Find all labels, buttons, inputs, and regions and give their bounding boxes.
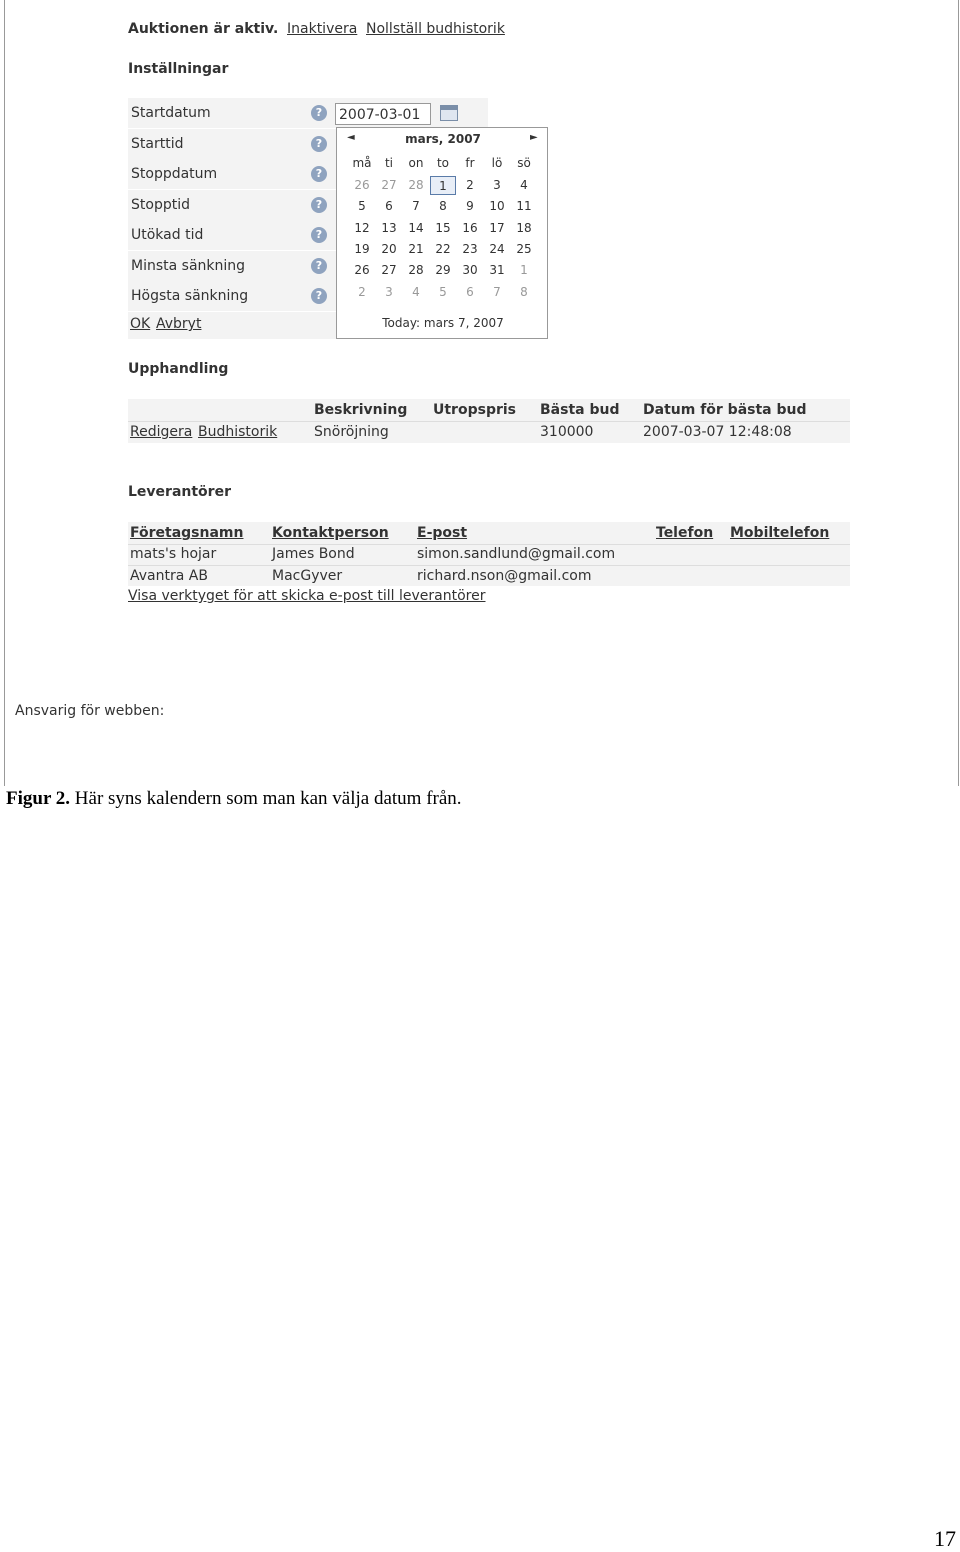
figure-caption <box>6 788 462 810</box>
prev-month-arrow-icon[interactable]: ◄ <box>347 132 355 143</box>
figure-caption-text: Här syns kalendern som man kan välja datum från. <box>74 788 462 809</box>
calendar-day[interactable]: 27 <box>381 263 397 278</box>
help-icon[interactable]: ? <box>311 288 327 304</box>
email-tool-link[interactable]: Visa verktyget för att skicka e-post till leverantörer <box>128 588 486 604</box>
calendar-day[interactable]: 1 <box>520 263 528 278</box>
calendar-day[interactable]: 20 <box>381 241 397 256</box>
col-best-bid-date: Datum för bästa bud <box>643 402 807 418</box>
settings-row-label: Stopptid <box>131 196 190 213</box>
help-icon[interactable]: ? <box>311 258 327 274</box>
calendar-day[interactable]: 9 <box>466 199 474 214</box>
col-contact-person[interactable]: Kontaktperson <box>272 525 389 541</box>
help-icon[interactable]: ? <box>311 197 327 213</box>
calendar-day[interactable]: 26 <box>354 178 370 192</box>
supplier-company: mats's hojar <box>130 546 217 562</box>
settings-row-label: Minsta sänkning <box>131 257 246 274</box>
calendar-day[interactable]: 24 <box>489 241 505 256</box>
help-icon[interactable]: ? <box>311 166 327 182</box>
calendar-day[interactable]: 3 <box>385 284 393 299</box>
cancel-link[interactable]: Avbryt <box>156 316 202 332</box>
col-email[interactable]: E-post <box>417 525 468 541</box>
calendar-day[interactable]: 4 <box>520 178 528 192</box>
procurement-best-bid: 310000 <box>540 424 594 440</box>
bid-history-link[interactable]: Budhistorik <box>198 424 278 440</box>
edit-link[interactable]: Redigera <box>130 424 193 440</box>
calendar-day[interactable]: 15 <box>435 220 451 235</box>
supplier-contact: MacGyver <box>272 568 343 584</box>
calendar-icon[interactable] <box>440 105 458 121</box>
calendar-day[interactable]: 18 <box>516 220 532 235</box>
weekday-label: sö <box>517 156 531 170</box>
weekday-label: fr <box>465 156 475 170</box>
settings-row <box>128 98 488 129</box>
web-responsible-label: Ansvarig för webben: <box>15 703 165 719</box>
col-phone[interactable]: Telefon <box>656 525 714 541</box>
calendar-popup <box>336 127 548 339</box>
settings-row-label: Startdatum <box>131 105 211 121</box>
weekday-label: ti <box>384 156 394 170</box>
calendar-day[interactable]: 16 <box>462 220 478 235</box>
calendar-day[interactable]: 26 <box>354 263 370 278</box>
procurement-heading: Upphandling <box>128 361 229 377</box>
col-mobile[interactable]: Mobiltelefon <box>730 525 830 541</box>
settings-row-label: Högsta sänkning <box>131 288 249 304</box>
col-description: Beskrivning <box>314 402 408 418</box>
calendar-day[interactable]: 28 <box>408 178 424 192</box>
calendar-day[interactable]: 13 <box>381 220 397 235</box>
screenshot-frame <box>4 0 959 786</box>
calendar-day[interactable]: 7 <box>412 199 420 214</box>
calendar-day[interactable]: 2 <box>358 284 366 299</box>
calendar-day[interactable]: 29 <box>435 263 451 278</box>
calendar-day[interactable]: 8 <box>439 199 447 214</box>
supplier-company: Avantra AB <box>130 568 208 584</box>
supplier-contact: James Bond <box>272 546 355 562</box>
procurement-description: Snöröjning <box>314 424 389 440</box>
help-icon[interactable]: ? <box>311 136 327 152</box>
calendar-month-label: mars, 2007 <box>405 132 481 146</box>
calendar-day[interactable]: 1 <box>430 176 456 195</box>
page-number: 17 <box>934 1526 956 1551</box>
col-best-bid: Bästa bud <box>540 402 620 418</box>
start-date-input[interactable]: 2007-03-01 <box>335 103 431 125</box>
help-icon[interactable]: ? <box>311 105 327 121</box>
weekday-label: må <box>352 156 372 170</box>
calendar-day[interactable]: 6 <box>385 199 393 214</box>
settings-row-label: Stoppdatum <box>131 166 218 182</box>
calendar-day[interactable]: 25 <box>516 241 532 256</box>
calendar-day[interactable]: 2 <box>466 178 474 192</box>
calendar-day[interactable]: 31 <box>489 263 505 278</box>
procurement-best-bid-date: 2007-03-07 12:48:08 <box>643 424 792 440</box>
calendar-day[interactable]: 7 <box>493 284 501 299</box>
calendar-day[interactable]: 6 <box>466 284 474 299</box>
calendar-day[interactable]: 22 <box>435 241 451 256</box>
calendar-day[interactable]: 28 <box>408 263 424 278</box>
calendar-day[interactable]: 23 <box>462 241 478 256</box>
figure-label: Figur 2. <box>6 788 71 809</box>
weekday-label: on <box>408 156 424 170</box>
supplier-email: richard.nson@gmail.com <box>417 568 592 584</box>
calendar-day[interactable]: 8 <box>520 284 528 299</box>
settings-row-label: Starttid <box>131 135 184 152</box>
weekday-label: lö <box>491 156 503 170</box>
calendar-day[interactable]: 10 <box>489 199 505 214</box>
next-month-arrow-icon[interactable]: ► <box>530 132 538 143</box>
calendar-day[interactable]: 19 <box>354 241 370 256</box>
calendar-day[interactable]: 17 <box>489 220 505 235</box>
calendar-day[interactable]: 27 <box>381 178 397 192</box>
help-icon[interactable]: ? <box>311 227 327 243</box>
calendar-day[interactable]: 30 <box>462 263 478 278</box>
calendar-today-label[interactable]: Today: mars 7, 2007 <box>382 316 504 330</box>
calendar-day[interactable]: 5 <box>358 199 366 214</box>
calendar-day[interactable]: 21 <box>408 241 424 256</box>
settings-heading: Inställningar <box>128 61 229 77</box>
supplier-email: simon.sandlund@gmail.com <box>417 546 616 562</box>
reset-bid-history-link[interactable]: Nollställ budhistorik <box>366 21 505 37</box>
suppliers-heading: Leverantörer <box>128 484 231 500</box>
col-start-price: Utropspris <box>433 402 516 418</box>
calendar-day[interactable]: 4 <box>412 284 420 299</box>
calendar-day[interactable]: 14 <box>408 220 424 235</box>
ok-link[interactable]: OK <box>130 316 151 332</box>
auction-status-text: Auktionen är aktiv. <box>128 21 279 37</box>
weekday-label: to <box>436 156 450 170</box>
col-company-name[interactable]: Företagsnamn <box>130 525 244 541</box>
settings-row-label: Utökad tid <box>131 227 204 243</box>
calendar-day[interactable]: 11 <box>516 199 532 214</box>
deactivate-link[interactable]: Inaktivera <box>287 21 358 37</box>
calendar-day[interactable]: 12 <box>354 220 370 235</box>
calendar-day[interactable]: 5 <box>439 284 447 299</box>
calendar-day[interactable]: 3 <box>493 178 501 192</box>
